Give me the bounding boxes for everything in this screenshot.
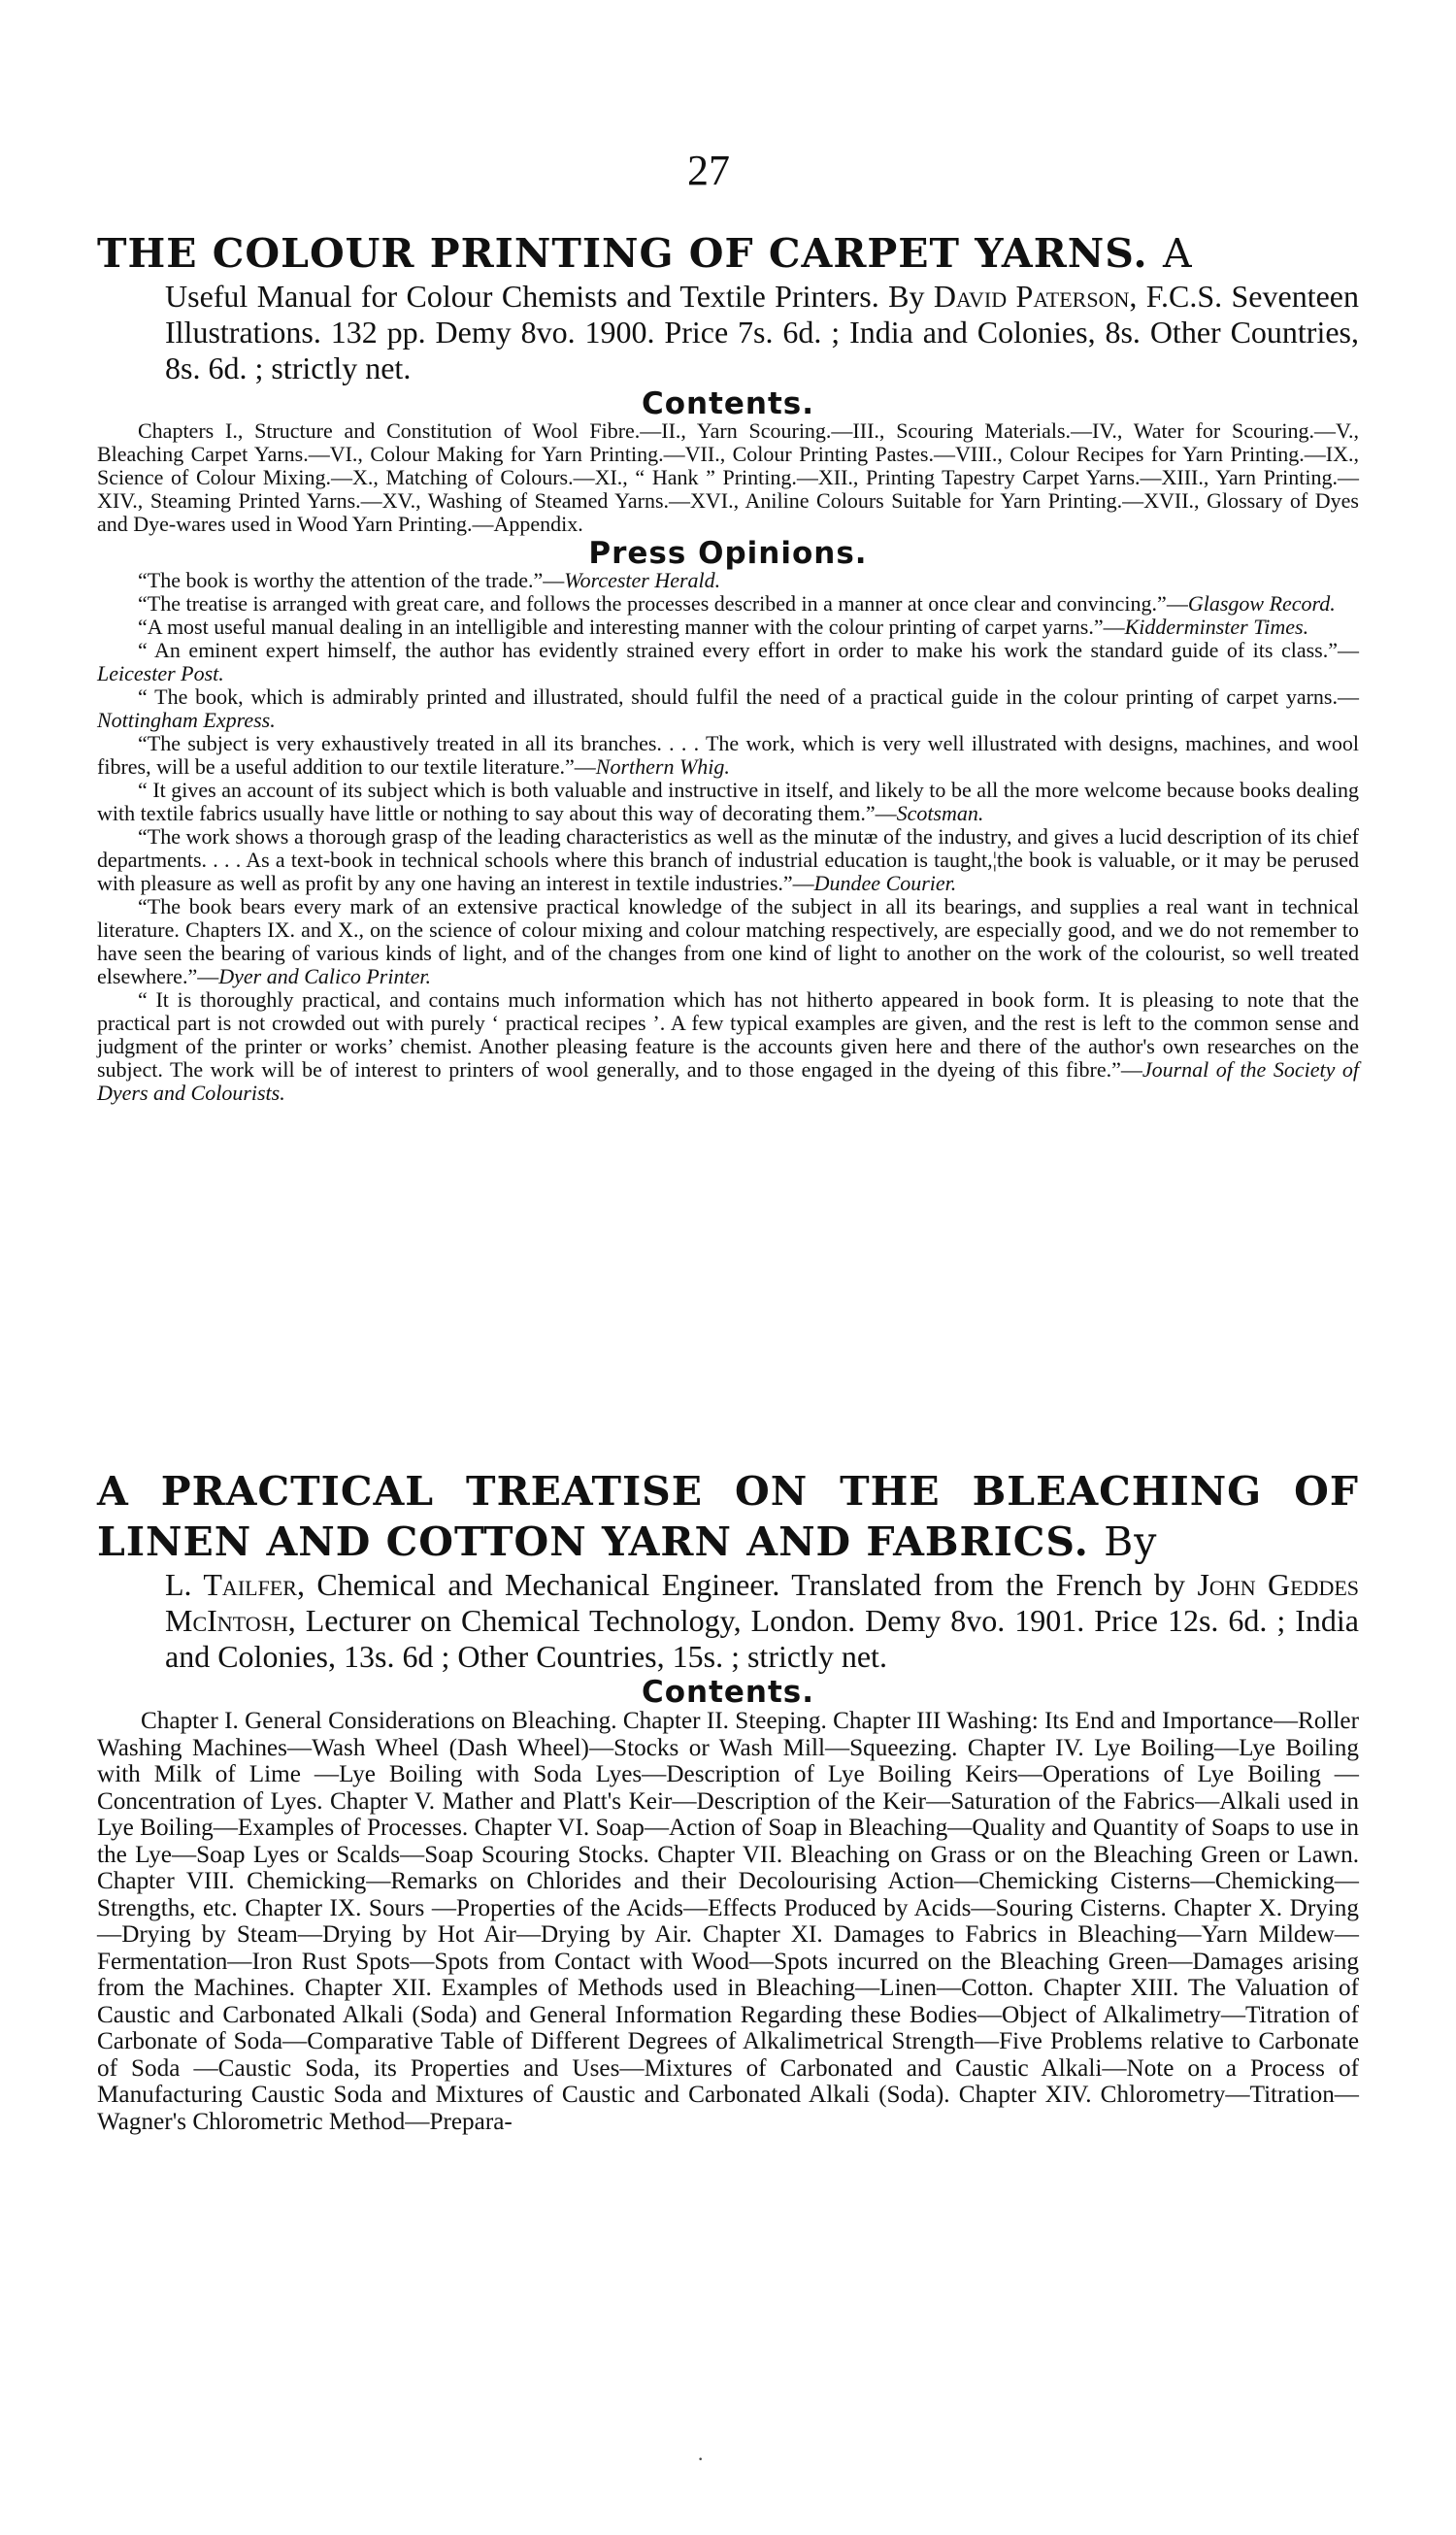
book-title-suffix: A <box>1162 230 1193 277</box>
book-title <box>97 1466 1359 1567</box>
book-title-suffix: By <box>1104 1518 1158 1565</box>
book-title-text: A PRACTICAL TREATISE ON THE BLEACHING OF LINEN AND COTTON YARN AND FABRICS. <box>97 1468 1359 1565</box>
description-middle: , Chemical and Mechanical Engineer. Translated from the French by <box>296 1567 1186 1602</box>
press-opinion <box>97 732 1359 779</box>
opinion-source: Northern Whig. <box>595 754 730 779</box>
opinion-source: Nottingham Express. <box>97 708 276 732</box>
book-title <box>97 228 1359 279</box>
opinion-source: Glasgow Record. <box>1187 591 1336 616</box>
book-entry-bleaching-treatise <box>97 1466 1359 2135</box>
opinion-text: “The treatise is arranged with great care, and follows the processes described in a manner at once clear and convincing.”— <box>138 591 1188 616</box>
opinion-text: “ It is thoroughly practical, and contains much information which has not hitherto appeared in book form. It is pleasing to note that the practical part is not crowded out with purely ‘ practical recipes ’. A few typical examples are given, and the rest is left to the common sense and judgment of the printer or works’ chemist. Another pleasing feature is the accounts given here and there of the author's own researches on the subject. The work will be of interest to printers of wool generally, and to those engaged in the dyeing of this fibre.”— <box>97 987 1359 1082</box>
opinion-source: Dundee Courier. <box>813 871 957 895</box>
description-lead: Useful Manual for Colour Chemists and Textile Printers. By <box>165 279 925 314</box>
author-name: David Paterson <box>933 279 1130 314</box>
opinion-text: “A most useful manual dealing in an intelligible and interesting manner with the colour printing of carpet yarns.”— <box>138 615 1125 639</box>
translator-name: John Geddes McIntosh <box>165 1567 1360 1638</box>
opinion-text: “ The book, which is admirably printed and illustrated, should fulfil the need of a practical guide in the colour printing of carpet yarns.— <box>138 684 1359 709</box>
page-number: 27 <box>687 147 730 194</box>
footer-mark: · <box>697 2447 705 2471</box>
contents-text: Chapter I. General Considerations on Bleaching. Chapter II. Steeping. Chapter III Washing: Its End and Importance—Roller Washing Machines—Wash Wheel (Dash Wheel)—Stocks or Wash Mill—Squeezing. Chapter IV. Lye Boiling—Lye Boiling with Milk of Lime —Lye Boiling with Soda Lyes—Description of Lye Boiling Keirs—Operations of Lye Boiling —Concentration of Lyes. Chapter V. Mather and Platt's Keir—Description of the Keir—Saturation of the Fabrics—Alkali used in Lye Boiling—Examples of Processes. Chapter VI. Soap—Action of Soap in Bleaching—Quality and Quantity of Soaps to use in the Lye—Soap Lyes or Scalds—Soap Scouring Stocks. Chapter VII. Bleaching on Grass or on the Bleaching Green or Lawn. Chapter VIII. Chemicking—Remarks on Chlorides and their Decolourising Action—Chemicking Cisterns—Chemicking—Strengths, etc. Chapter IX. Sours —Properties of the Acids—Effects Produced by Acids—Souring Cisterns. Chapter X. Drying—Drying by Steam—Drying by Hot Air—Drying by Air. Chapter XI. Damages to Fabrics in Bleaching—Yarn Mildew—Fermentation—Iron Rust Spots—Spots from Contact with Wood—Spots incurred on the Bleaching Green—Damages arising from the Machines. Chapter XII. Examples of Methods used in Bleaching—Linen—Cotton. Chapter XIII. The Valuation of Caustic and Carbonated Alkali (Soda) and General Information Regarding these Bodies—Object of Alkalimetry—Titration of Carbonate of Soda—Comparative Table of Different Degrees of Alkalimetrical Strength—Five Problems relative to Carbonate of Soda —Caustic Soda, its Properties and Uses—Mixtures of Carbonated and Caustic Alkali—Note on a Process of Manufacturing Caustic Soda and Mixtures of Caustic and Carbonated Alkali (Soda). Chapter XIV. Chlorometry—Titration—Wagner's Chlorometric Method—Prepara- <box>97 1708 1359 2135</box>
book-description <box>165 1567 1359 1675</box>
contents-heading: Contents. <box>641 1675 815 1710</box>
opinion-source: Kidderminster Times. <box>1124 615 1309 639</box>
description-rest: , Lecturer on Chemical Technology, London. Demy 8vo. 1901. Price 12s. 6d. ; India and Colonies, 13s. 6d ; Other Countries, 15s. ; strictly net. <box>165 1603 1359 1674</box>
opinion-text: “ It gives an account of its subject which is both valuable and instructive in itself, and likely to be all the more welcome because books dealing with textile fabrics usually have little or nothing to say about this way of decorating them.”— <box>97 778 1359 825</box>
press-opinion <box>97 825 1359 895</box>
press-opinions-heading: Press Opinions. <box>588 536 868 571</box>
opinion-source: Scotsman. <box>896 801 984 825</box>
press-opinion <box>97 895 1359 988</box>
press-opinion <box>97 592 1359 616</box>
opinion-text: “The book bears every mark of an extensive practical knowledge of the subject in all its bearings, and supplies a real want in technical literature. Chapters IX. and X., on the science of colour mixing and colour matching respectively, are especially good, and we do not remember to have seen the bearing of various kinds of light, and of the changes from one kind of light to another on the work of the colourist, so well treated elsewhere.”— <box>97 894 1359 988</box>
contents-heading: Contents. <box>641 386 815 421</box>
opinion-text: “ An eminent expert himself, the author has evidently strained every effort in order to make his work the standard guide of its class.”— <box>138 638 1359 662</box>
opinion-source: Dyer and Calico Printer. <box>218 964 431 988</box>
press-opinion <box>97 685 1359 732</box>
description-rest: , F.C.S. Seventeen Illustrations. 132 pp. Demy 8vo. 1900. Price 7s. 6d. ; India and Colonies, 8s. Other Countries, 8s. 6d. ; strictly net. <box>165 279 1360 385</box>
book-description <box>165 279 1359 386</box>
press-opinions-list <box>97 569 1359 1105</box>
press-opinion <box>97 569 1359 592</box>
contents-text: Chapters I., Structure and Constitution of Wool Fibre.—II., Yarn Scouring.—III., Scouring Materials.—IV., Water for Scouring.—V., Bleaching Carpet Yarns.—VI., Colour Making for Yarn Printing.—VII., Colour Printing Pastes.—VIII., Colour Recipes for Yarn Printing.—IX., Science of Colour Mixing.—X., Matching of Colours.—XI., “ Hank ” Printing.—XII., Printing Tapestry Carpet Yarns.—XIII., Yarn Printing.—XIV., Steaming Printed Yarns.—XV., Washing of Steamed Yarns.—XVI., Aniline Colours Suitable for Yarn Printing.—XVII., Glossary of Dyes and Dye-wares used in Wood Yarn Printing.—Appendix. <box>97 418 1359 536</box>
opinion-text: “The book is worthy the attention of the trade.”— <box>138 568 565 592</box>
press-opinion <box>97 639 1359 685</box>
opinion-text: “The work shows a thorough grasp of the leading characteristics as well as the minutæ of the industry, and gives a lucid description of its chief departments. . . . As a text-book in technical schools where this branch of industrial education is taught,¦the book is valuable, or it may be perused with pleasure as well as profit by any one having an interest in textile industries.”— <box>97 824 1359 895</box>
author-name: L. Tailfer <box>165 1567 297 1602</box>
opinion-source: Worcester Herald. <box>564 568 721 592</box>
opinion-source: Journal of the Society of Dyers and Colourists. <box>97 1057 1359 1105</box>
book-title-text: THE COLOUR PRINTING OF CARPET YARNS. <box>97 230 1148 277</box>
opinion-text: “The subject is very exhaustively treated in all its branches. . . . The work, which is very well illustrated with designs, machines, and wool fibres, will be a useful addition to our textile literature.”— <box>97 731 1359 779</box>
press-opinion <box>97 616 1359 639</box>
press-opinion <box>97 779 1359 825</box>
opinion-source: Leicester Post. <box>97 661 224 685</box>
press-opinion <box>97 988 1359 1105</box>
book-entry-carpet-yarns <box>97 228 1359 1105</box>
